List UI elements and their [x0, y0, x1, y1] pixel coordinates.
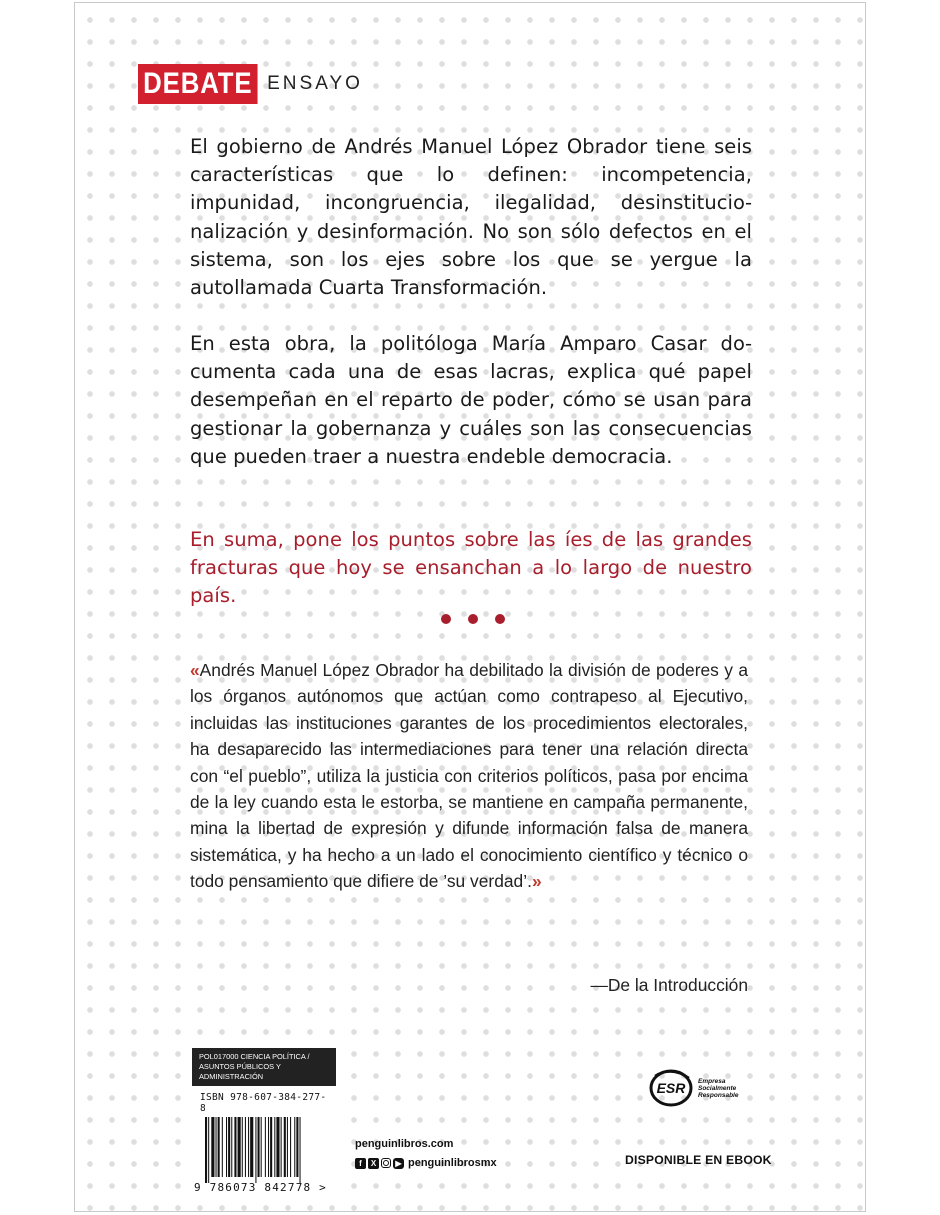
- isbn-number: ISBN 978-607-384-277-8: [200, 1092, 327, 1114]
- barcode-bars: [199, 1117, 329, 1183]
- barcode-bar: [234, 1117, 236, 1177]
- barcode-bar: [226, 1117, 227, 1177]
- esr-badge: [649, 1068, 738, 1108]
- barcode-bar: [281, 1117, 282, 1177]
- website-link[interactable]: penguinlibros.com: [355, 1138, 454, 1150]
- x-icon[interactable]: X: [368, 1158, 379, 1169]
- barcode-bar: [268, 1117, 269, 1177]
- barcode-bar: [211, 1117, 214, 1177]
- barcode-bar: [294, 1117, 295, 1177]
- instagram-icon[interactable]: [381, 1158, 391, 1168]
- barcode-bar: [296, 1117, 298, 1177]
- facebook-icon[interactable]: f: [355, 1158, 366, 1169]
- esr-logo-text: ESR: [656, 1080, 686, 1096]
- youtube-icon[interactable]: ▶: [393, 1158, 404, 1169]
- esr-logo-icon: [649, 1068, 695, 1108]
- divider-dot: [495, 614, 505, 624]
- debate-logo: DEBATE: [138, 64, 258, 104]
- quote-text: Andrés Manuel López Obrador ha debilitado la división de poderes y a los órganos autónomos que actúan como contrapeso al Ejecutivo, incluidas las instituciones garantes de los procedimientos electorales, ha desaparecido las intermediaciones para tener una relación directa con “el pueblo”, utiliza la justicia con criterios políticos, pasa por encima de la ley cuando esta le estorba, se mantiene en campaña permanente, mina la libertad de expresión y difunde información falsa de manera sistemática, y ha hecho a un lado el conocimiento científico y técnico o todo pensamiento que difiere de ’su verdad’.: [190, 660, 748, 892]
- barcode-bar: [238, 1117, 241, 1177]
- barcode-bar: [242, 1117, 243, 1177]
- divider-dot: [441, 614, 451, 624]
- barcode-bar: [274, 1117, 275, 1177]
- barcode-bar: [245, 1117, 246, 1177]
- esr-label: Empresa Socialmente Responsable: [698, 1077, 739, 1099]
- barcode-bar: [231, 1117, 232, 1177]
- blurb-paragraph-1: El gobierno de Andrés Manuel López Obrador tiene seis características que lo definen: incompetencia, impunidad, incongruencia, ilegalidad, desinstitucionalización y desinformación. No son sólo defectos en el sistema, son los ejes sobre los que se yergue la autollamada Cuarta Transformación.: [190, 135, 752, 300]
- barcode-bar: [222, 1117, 223, 1177]
- barcode-bar: [255, 1117, 256, 1183]
- series-label: ENSAYO: [267, 73, 363, 94]
- barcode-bar: [258, 1117, 260, 1177]
- barcode-digits: 9 786073 842778 >: [194, 1181, 327, 1194]
- open-quote-mark: «: [190, 660, 200, 680]
- barcode-bar: [261, 1117, 262, 1177]
- barcode-bar: [248, 1117, 249, 1177]
- barcode-bar: [300, 1117, 301, 1183]
- divider-dot: [468, 614, 478, 624]
- back-cover: [74, 2, 866, 1212]
- publisher-logo: [138, 64, 363, 104]
- blurb-highlight: En suma, pone los puntos sobre las íes de las grandes fracturas que hoy se ensanchan a lo largo de nuestro país.: [190, 528, 752, 608]
- barcode-bar: [290, 1117, 291, 1177]
- barcode-bar: [216, 1117, 217, 1177]
- blurb-paragraph-2: En esta obra, la politóloga María Amparo Casar documenta cada una de esas lacras, explica qué papel desempeñan en el reparto de poder, cómo se usan para gestionar la gobernanza y cuáles son las consecuencias que pueden traer a nuestra endeble democracia.: [190, 332, 752, 468]
- publisher-contact: [355, 1138, 497, 1169]
- ebook-availability: DISPONIBLE EN EBOOK: [625, 1153, 772, 1167]
- barcode-bar: [208, 1117, 209, 1183]
- barcode-bar: [284, 1117, 286, 1177]
- barcode-panel: [192, 1048, 336, 1193]
- barcode-bar: [228, 1117, 230, 1177]
- barcode-bar: [205, 1117, 207, 1183]
- social-handle[interactable]: penguinlibrosmx: [408, 1157, 497, 1169]
- barcode-bar: [265, 1117, 266, 1177]
- barcode-bar: [250, 1117, 253, 1177]
- barcode-bar: [276, 1117, 279, 1177]
- barcode-bar: [270, 1117, 272, 1177]
- barcode-bar: [287, 1117, 288, 1177]
- introduction-quote: [190, 657, 748, 895]
- social-row: [355, 1157, 497, 1169]
- section-divider-dots: [441, 614, 505, 624]
- close-quote-mark: »: [531, 871, 542, 892]
- barcode-bar: [218, 1117, 220, 1177]
- bisac-category: POL017000 CIENCIA POLÍTICA / ASUNTOS PÚBLICOS Y ADMINISTRACIÓN: [192, 1048, 336, 1086]
- quote-attribution: —De la Introducción: [590, 975, 748, 995]
